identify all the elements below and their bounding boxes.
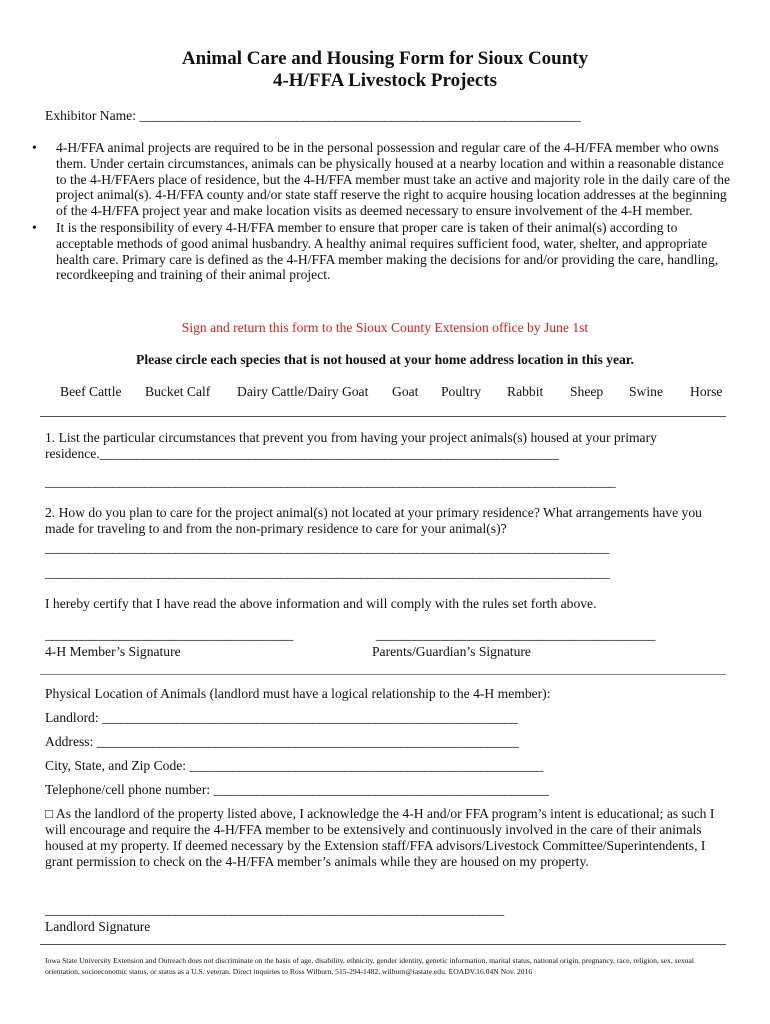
form-title-line2: 4-H/FFA Livestock Projects bbox=[272, 70, 498, 91]
telephone-label: Telephone/cell phone number: bbox=[45, 782, 211, 797]
landlord-name-row bbox=[45, 710, 517, 726]
parent-signature-line[interactable]: _____________________________________________ bbox=[376, 627, 655, 642]
telephone-row bbox=[45, 782, 548, 798]
address-field[interactable]: ____________________________________________________________________ bbox=[96, 734, 519, 749]
landlord-signature-line[interactable]: __________________________________________________________________________ bbox=[45, 902, 504, 917]
species-instruction: Please circle each species that is not housed at your home address location in this year. bbox=[136, 352, 634, 367]
species-dairy-cattle-goat[interactable]: Dairy Cattle/Dairy Goat bbox=[237, 384, 369, 399]
question-1-text: 1. List the particular circumstances that prevent you from having your project animals(s) housed at your primary residence. bbox=[45, 430, 657, 461]
landlord-name-label: Landlord: bbox=[45, 710, 99, 725]
species-goat[interactable]: Goat bbox=[392, 384, 419, 399]
question-1 bbox=[45, 430, 725, 462]
section-divider bbox=[40, 674, 726, 675]
footer-divider bbox=[40, 944, 726, 945]
section-divider bbox=[40, 416, 726, 417]
question-1-answer-line[interactable]: ____________________________________________________________________________________________ bbox=[45, 474, 616, 489]
telephone-field[interactable]: ______________________________________________________ bbox=[213, 782, 549, 797]
parent-signature-label: Parents/Guardian’s Signature bbox=[372, 644, 531, 659]
species-swine[interactable]: Swine bbox=[629, 384, 663, 399]
physical-location-heading: Physical Location of Animals (landlord must have a logical relationship to the 4-H member): bbox=[45, 686, 551, 701]
form-title-line1: Animal Care and Housing Form for Sioux County bbox=[181, 48, 589, 69]
acknowledgement-text: As the landlord of the property listed above, I acknowledge the 4-H and/or FFA program’s intent is educational; as such I will encourage and require the 4-H/FFA member to be extensively and continuously involved in the care of their animals housed at my property. If deemed necessary by the Extension staff/FFA advisors/Livestock Committee/Superintendents, I grant permission to check on the 4-H/FFA member’s animals while they are housed on my property. bbox=[45, 806, 715, 869]
certify-statement: I hereby certify that I have read the above information and will comply with the rules set forth above. bbox=[45, 596, 597, 611]
bullet-icon: • bbox=[32, 219, 37, 235]
member-signature-line[interactable]: ________________________________________ bbox=[45, 627, 293, 642]
acknowledgement-checkbox[interactable]: □ bbox=[45, 806, 54, 821]
species-sheep[interactable]: Sheep bbox=[570, 384, 604, 399]
return-notice: Sign and return this form to the Sioux County Extension office by June 1st bbox=[181, 320, 589, 335]
question-1-answer-inline[interactable]: __________________________________________________________________________ bbox=[99, 446, 559, 461]
question-2-text: 2. How do you plan to care for the project animal(s) not located at your primary residence? What arrangements have you made for traveling to and from the non-primary residence to care for your animal(s)? bbox=[45, 505, 702, 536]
requirement-text: 4-H/FFA animal projects are required to be in the personal possession and regular care of the 4-H/FFA member who owns them. Under certain circumstances, animals can be physically housed at a nearby location and within a reasonable distance to the 4-H/FFAers place of residence, but the 4-H/FFA member must take an active and majority role in the daily care of the project animal(s). 4-H/FFA county and/or state staff reserve the right to acquire housing location addresses at the beginning of the 4-H/FFA project year and make location visits as deemed necessary to ensure involvement of the 4-H member. bbox=[56, 140, 731, 219]
question-2-answer-line[interactable]: ___________________________________________________________________________________________ bbox=[45, 540, 609, 555]
requirements-list bbox=[32, 140, 732, 284]
bullet-icon: • bbox=[32, 140, 37, 155]
nondiscrimination-footer: Iowa State University Extension and Outreach does not discriminate on the basis of age, disability, ethnicity, gender identity, genetic information, marital status, national origin, pregnancy, race, religion, sex, sexual orientation, socioeconomic status, or status as a U.S. veteran. Direct inquiries to Ross Wilburn, 515-294-1482, wilburn@iastate.edu. EOADV.16.04N Nov. 2016 bbox=[45, 956, 695, 976]
requirement-item bbox=[32, 220, 732, 283]
exhibitor-name-label: Exhibitor Name: bbox=[45, 108, 136, 123]
landlord-acknowledgement bbox=[45, 806, 725, 870]
species-bucket-calf[interactable]: Bucket Calf bbox=[145, 384, 211, 399]
requirement-item bbox=[32, 140, 732, 219]
species-beef-cattle[interactable]: Beef Cattle bbox=[60, 384, 122, 399]
city-state-zip-field[interactable]: _________________________________________________________ bbox=[189, 758, 543, 773]
landlord-signature-label: Landlord Signature bbox=[45, 919, 151, 934]
city-state-zip-label: City, State, and Zip Code: bbox=[45, 758, 187, 773]
city-state-zip-row bbox=[45, 758, 543, 774]
exhibitor-name-row bbox=[45, 108, 580, 124]
landlord-name-field[interactable]: ___________________________________________________________________ bbox=[102, 710, 518, 725]
species-horse[interactable]: Horse bbox=[690, 384, 723, 399]
question-2-answer-line[interactable]: ___________________________________________________________________________________________ bbox=[45, 565, 609, 580]
address-row bbox=[45, 734, 518, 750]
address-label: Address: bbox=[45, 734, 94, 749]
exhibitor-name-field[interactable]: ______________________________________________________________________ bbox=[139, 108, 581, 123]
species-rabbit[interactable]: Rabbit bbox=[507, 384, 544, 399]
member-signature-label: 4-H Member’s Signature bbox=[45, 644, 181, 659]
requirement-text: It is the responsibility of every 4-H/FFA member to ensure that proper care is taken of their animal(s) according to acceptable methods of good animal husbandry. A healthy animal requires sufficient food, water, shelter, and appropriate health care. Primary care is defined as the 4-H/FFA member making the decisions for and/or providing the care, handling, recordkeeping and training of their animal project. bbox=[56, 219, 719, 283]
species-poultry[interactable]: Poultry bbox=[441, 384, 482, 399]
